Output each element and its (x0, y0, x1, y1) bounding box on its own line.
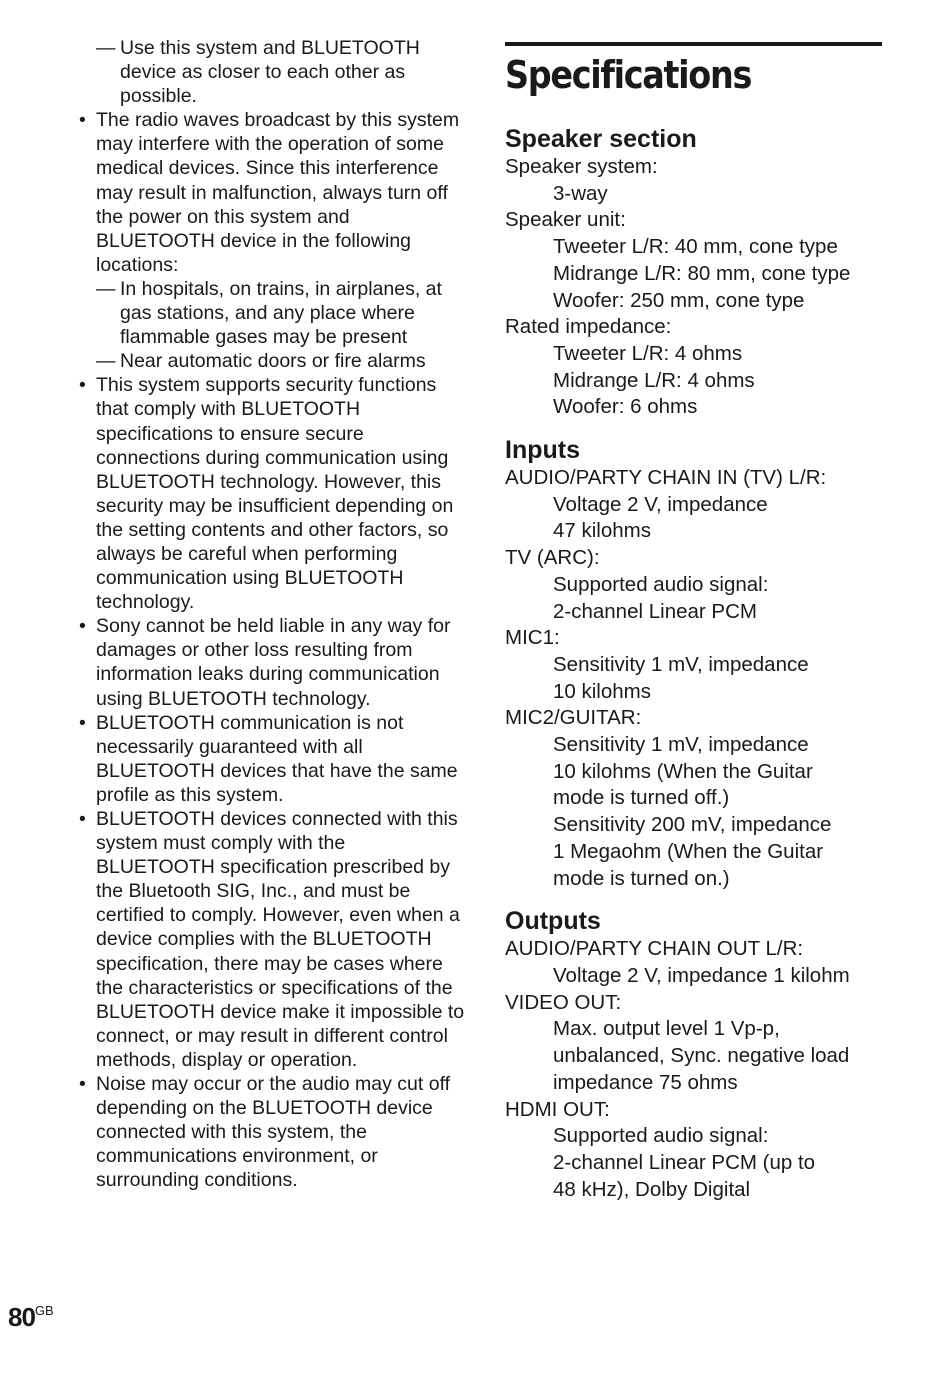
dash-list-item (76, 36, 466, 108)
section-heading: Speaker section (505, 125, 697, 153)
dash-marker: — (96, 37, 116, 59)
bullet-list-item (76, 1072, 466, 1192)
bullet-marker: • (79, 374, 86, 397)
spec-section (505, 435, 885, 892)
spec-section (505, 906, 885, 1203)
page-number-suffix: GB (34, 1303, 54, 1318)
list-item-text: BLUETOOTH communication is not necessarily guaranteed with all BLUETOOTH devices that have the same profile as this system. (96, 711, 458, 806)
list-item-text: Near automatic doors or fire alarms (120, 350, 426, 373)
bullet-list-item (76, 614, 466, 710)
spec-value: Woofer: 6 ohms (553, 395, 698, 419)
spec-value: 2-channel Linear PCM (up to (553, 1150, 816, 1174)
spec-label: Rated impedance: (505, 315, 672, 339)
heading-rule (505, 42, 882, 46)
spec-value: Midrange L/R: 80 mm, cone type (553, 261, 851, 285)
section-heading: Outputs (505, 907, 601, 936)
list-item-text: BLUETOOTH devices connected with this system must comply with the BLUETOOTH specification prescribed by the Bluetooth SIG, Inc., and must be certified to comply. However, even when a device complies with the BLUETOOTH specification, there may be cases where the characteristics or specifications of the BLUETOOTH device make it impossible to connect, or may result in different control methods, display or operation. (96, 808, 465, 1071)
spec-value: 48 kHz), Dolby Digital (553, 1177, 751, 1201)
spec-value: Voltage 2 V, impedance 1 kilohm (553, 963, 850, 987)
bullet-marker: • (79, 808, 86, 830)
spec-value: Sensitivity 200 mV, impedance (553, 813, 832, 837)
bullet-marker: • (79, 1073, 86, 1096)
list-item-text: Noise may occur or the audio may cut off depending on the BLUETOOTH device connected with this system, the communications environment, or surrounding conditions. (96, 1073, 451, 1192)
spec-value: 2-channel Linear PCM (553, 599, 757, 623)
bullet-list-item (76, 711, 466, 807)
spec-value: impedance 75 ohms (553, 1070, 738, 1094)
bullet-list-item (76, 108, 466, 277)
spec-value: Tweeter L/R: 4 ohms (553, 341, 743, 365)
spec-label: TV (ARC): (505, 546, 600, 570)
bullet-list-item (76, 807, 466, 1072)
spec-label: VIDEO OUT: (505, 990, 622, 1014)
specifications-column (505, 42, 885, 1203)
spec-value: 3-way (553, 181, 608, 205)
dash-list-item (76, 277, 466, 349)
page-title: Specifications (505, 53, 752, 97)
notes-column (76, 36, 466, 1193)
spec-label: MIC2/GUITAR: (505, 706, 642, 730)
spec-value: 1 Megaohm (When the Guitar (553, 839, 824, 863)
bullet-marker: • (79, 109, 86, 132)
spec-value: Tweeter L/R: 40 mm, cone type (553, 235, 838, 259)
spec-value: Woofer: 250 mm, cone type (553, 288, 805, 312)
spec-label: AUDIO/PARTY CHAIN IN (TV) L/R: (505, 466, 827, 490)
spec-value: 10 kilohms (553, 679, 651, 703)
dash-marker: — (96, 277, 116, 300)
list-item-text: Use this system and BLUETOOTH device as closer to each other as possible. (120, 37, 420, 108)
spec-value: unbalanced, Sync. negative load (553, 1044, 850, 1068)
bullet-list-item (76, 373, 466, 614)
spec-value: mode is turned on.) (553, 866, 730, 890)
page-number (8, 1302, 54, 1333)
spec-value: 47 kilohms (553, 519, 651, 543)
spec-label: AUDIO/PARTY CHAIN OUT L/R: (505, 937, 804, 961)
list-item-text: The radio waves broadcast by this system may interfere with the operation of some medical devices. Since this interference may result in malfunction, always turn off the power on this system and BLUETOOTH device in the following locations: (96, 109, 460, 276)
list-item-text: Sony cannot be held liable in any way for damages or other loss resulting from information leaks during communication using BLUETOOTH technology. (96, 615, 451, 710)
spec-value: mode is turned off.) (553, 786, 730, 810)
spec-label: MIC1: (505, 626, 560, 650)
bullet-marker: • (79, 711, 86, 734)
section-heading: Inputs (505, 436, 580, 465)
dash-list-item (76, 349, 466, 373)
page-number-value: 80 (8, 1302, 35, 1332)
spec-label: Speaker system: (505, 155, 658, 178)
spec-value: Sensitivity 1 mV, impedance (553, 733, 809, 757)
list-item-text: This system supports security functions that comply with BLUETOOTH specifications to ensure secure connections during communication using BLUETOOTH technology. However, this security may be insufficient depending on the setting contents and other factors, so always be careful when performing communication using BLUETOOTH technology. (96, 374, 454, 614)
spec-value: 10 kilohms (When the Guitar (553, 759, 813, 783)
spec-value: Supported audio signal: (553, 572, 769, 596)
spec-section (505, 124, 885, 421)
spec-value: Midrange L/R: 4 ohms (553, 368, 755, 392)
spec-value: Supported audio signal: (553, 1124, 769, 1148)
spec-value: Voltage 2 V, impedance (553, 492, 768, 516)
spec-value: Max. output level 1 Vp-p, (553, 1017, 780, 1041)
spec-label: HDMI OUT: (505, 1097, 610, 1121)
list-item-text: In hospitals, on trains, in airplanes, at gas stations, and any place where flammable gases may be present (120, 277, 442, 349)
dash-marker: — (96, 350, 116, 373)
spec-label: Speaker unit: (505, 208, 626, 232)
bullet-marker: • (79, 615, 86, 638)
spec-value: Sensitivity 1 mV, impedance (553, 652, 809, 676)
spec-sections (505, 124, 885, 1203)
